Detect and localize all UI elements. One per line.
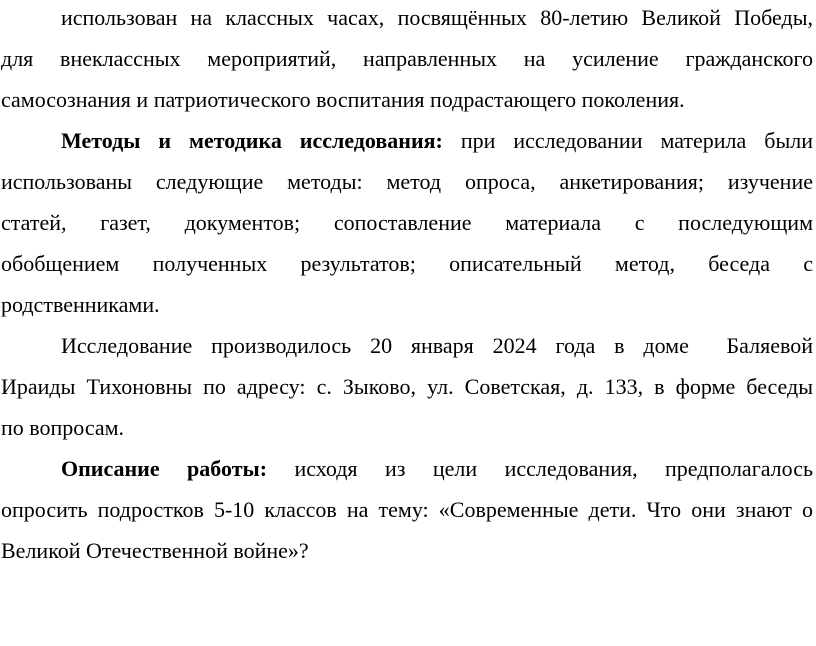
text-line: по вопросам.: [1, 415, 125, 440]
text-line: использован на классных часах, посвящённых 80-летию Великой Победы,: [61, 5, 813, 30]
section-heading-methods: Методы и методика исследования:: [61, 128, 443, 153]
paragraph-2: [1, 120, 813, 325]
paragraph-4: [1, 448, 813, 571]
text-line: обобщением полученных результатов; описательный метод, беседа с: [1, 251, 813, 276]
text-line: [1, 448, 813, 489]
paragraph-1: [1, 0, 813, 120]
text-line: Ираиды Тихоновны по адресу: с. Зыково, ул. Советская, д. 133, в форме беседы: [1, 374, 813, 399]
text-line: Исследование производилось 20 января 2024 года в доме Баляевой: [61, 333, 813, 358]
text-line: родственниками.: [1, 292, 160, 317]
text-line: [1, 120, 813, 161]
section-heading-description: Описание работы:: [61, 456, 268, 481]
paragraph-3: [1, 325, 813, 448]
text-line: использованы следующие методы: метод опроса, анкетирования; изучение: [1, 169, 813, 194]
text-span: исходя из цели исследования, предполагалось: [267, 456, 813, 481]
text-line: опросить подростков 5-10 классов на тему: «Современные дети. Что они знают о: [1, 497, 813, 522]
text-line: Великой Отечественной войне»?: [1, 538, 309, 563]
text-line: статей, газет, документов; сопоставление материала с последующим: [1, 210, 813, 235]
text-span: при исследовании материла были: [442, 128, 813, 153]
text-line: самосознания и патриотического воспитания подрастающего поколения.: [1, 87, 685, 112]
text-line: для внеклассных мероприятий, направленных на усиление гражданского: [1, 46, 813, 71]
